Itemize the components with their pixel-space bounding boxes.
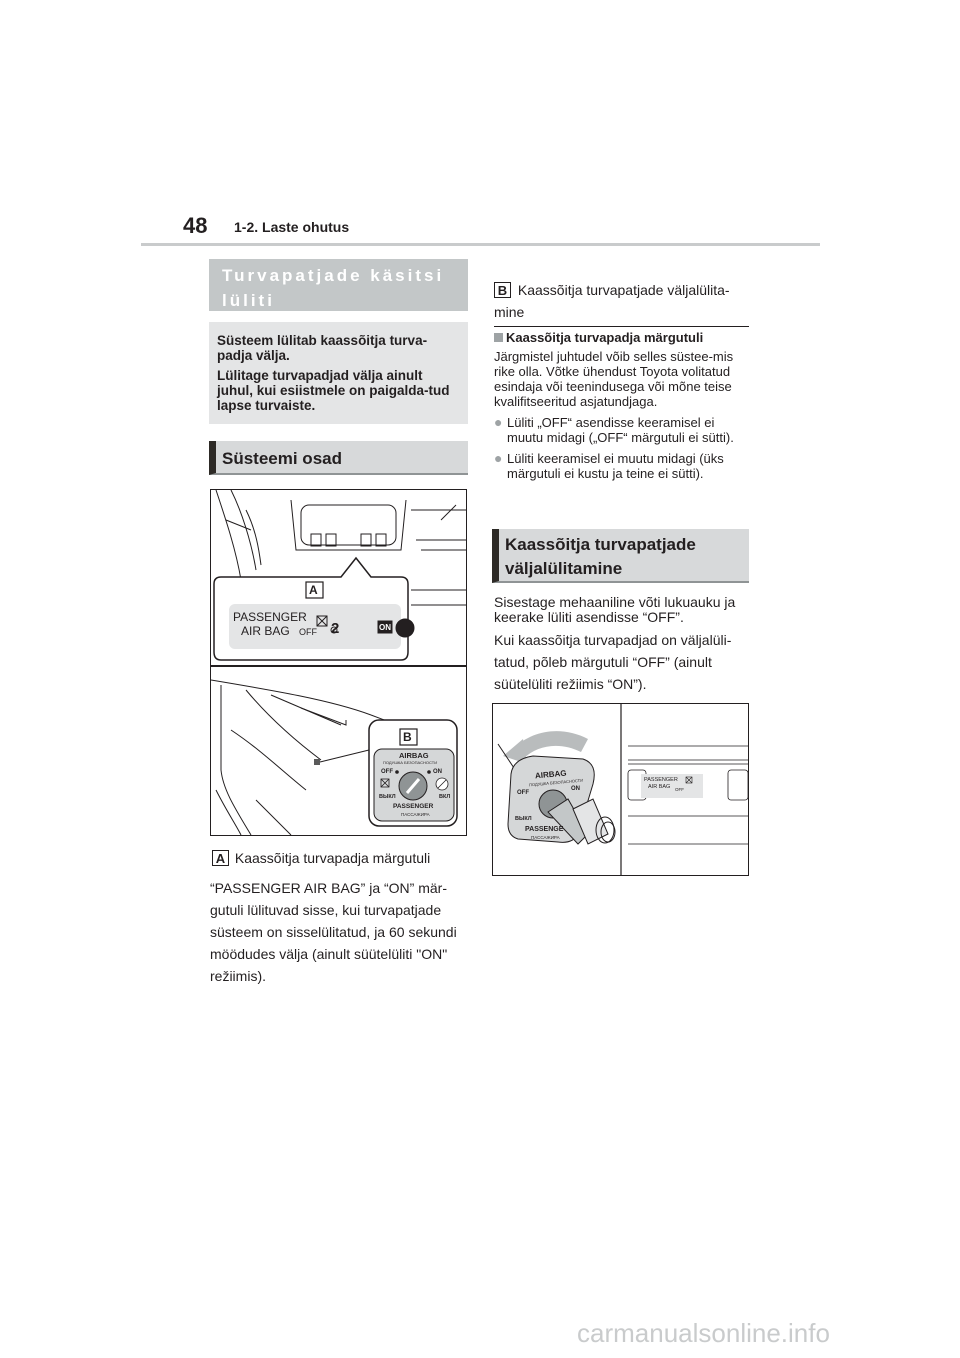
bullet-item-1 (494, 415, 749, 445)
key-switch-illustration (493, 704, 748, 875)
bullet-item-2 (494, 451, 749, 481)
dashboard-illustration (211, 490, 466, 835)
switch-ru2-text: ПАССАЖИРА (401, 812, 430, 817)
page-number: 48 (183, 213, 208, 238)
indicator-on-text: ON (379, 623, 391, 632)
caption-b-letter: B (494, 282, 511, 298)
indicator-airbag-text: AIR BAG (241, 624, 290, 638)
header-divider (141, 243, 820, 246)
note-line-2: Lülitage turvapadjad välja ainult juhul, kui esiistmele on paigalda-tud lapse turvaiste. (217, 368, 450, 413)
fig2-indicator-airbag: AIR BAG (648, 784, 671, 790)
warning-heading (494, 326, 749, 345)
figure-dashboard (210, 489, 467, 836)
switch-ru1-text: ПОДУШКА БЕЗОПАСНОСТИ (383, 760, 438, 765)
switch-vkl-text: ВКЛ (439, 794, 451, 800)
warning-block (494, 326, 749, 481)
fig2-airbag-text: AIRBAG (534, 768, 567, 781)
square-bullet-icon (494, 333, 503, 342)
callout-b-label: B (403, 730, 412, 744)
subheading-text: Süsteemi osad (222, 449, 342, 468)
switch-vykl-text: ВЫКЛ (379, 794, 396, 800)
watermark: carmanualsonline.info (577, 1318, 830, 1348)
title-box-text: Turvapatjade käsitsi lüliti (222, 266, 445, 310)
section-title: 1-2. Laste ohutus (234, 219, 350, 235)
switch-airbag-text: AIRBAG (399, 751, 429, 760)
warning-text: Järgmistel juhtudel võib selles süstee-mis rike olla. Võtke ühendust Toyota volitatud esindaja või teenindusega või mõne teise kvalifitseeritud asjatundjaga. (494, 349, 734, 409)
subheading-system-parts (209, 441, 468, 475)
bullet-item-2-text: Lüliti keeramisel ei muutu midagi (üks märgutuli ei kustu ja teine ei sütti). (507, 451, 724, 481)
caption-b-text: Kaassõitja turvapatjade väljalülita-mine (494, 282, 730, 320)
warning-heading-text: Kaassõitja turvapadja märgutuli (506, 330, 704, 345)
fig2-indicator-passenger: PASSENGER (644, 777, 678, 783)
fig2-off-text: OFF (517, 790, 529, 796)
switch-passenger-text: PASSENGER (393, 803, 434, 810)
bullet-dot-icon: ● (494, 414, 503, 430)
note-line-1: Süsteem lülitab kaassõitja turva-padja välja. (217, 333, 428, 363)
callout-a-label: A (309, 583, 318, 597)
fig2-vykl-text: ВЫКЛ (515, 816, 532, 822)
fig2-ru2-text: ПАССАЖИРА (531, 835, 560, 840)
subheading-deactivation (492, 529, 749, 583)
fig2-ru1-text: ПОДУШКА БЕЗОПАСНОСТИ (528, 777, 584, 788)
note-box (209, 322, 468, 424)
right-para-2: Kui kaassõitja turvapadjad on väljalüli-tatud, põleb märgutuli “OFF” (ainult süütelüliti režiimis “ON”). (494, 632, 732, 692)
indicator-two: 2 (331, 620, 340, 637)
left-body-paragraph: “PASSENGER AIR BAG” ja “ON” mär-gutuli lülituvad sisse, kui turvapatjade süsteem on sisselülitatud, ja 60 sekundi möödudes välja (ainult süütelüliti "ON" režiimis). (210, 880, 457, 984)
switch-off-text: OFF (381, 769, 393, 775)
fig2-indicator-off: OFF (675, 787, 684, 792)
bullet-dot-icon: ● (494, 450, 503, 466)
caption-a (212, 847, 472, 869)
indicator-passenger-text: PASSENGER (233, 610, 307, 624)
subheading-deactivation-text: Kaassõitja turvapatjade väljalülitamine (505, 535, 696, 578)
bullet-item-1-text: Lüliti „OFF“ asendisse keeramisel ei muutu midagi („OFF“ märgutuli ei sütti). (507, 415, 734, 445)
fig2-on-text: ON (571, 786, 580, 792)
title-box (209, 259, 468, 311)
indicator-off-text: OFF (299, 627, 317, 637)
caption-a-letter: A (212, 850, 229, 866)
right-para-1: Sisestage mehaaniline võti lukuauku ja keerake lüliti asendisse “OFF”. (494, 594, 736, 625)
fig2-passenger-text: PASSENGE (525, 826, 564, 833)
caption-a-text: Kaassõitja turvapadja märgutuli (234, 850, 431, 866)
caption-b (494, 279, 749, 323)
figure-key-switch (492, 703, 749, 876)
switch-on-text: ON (433, 769, 442, 775)
